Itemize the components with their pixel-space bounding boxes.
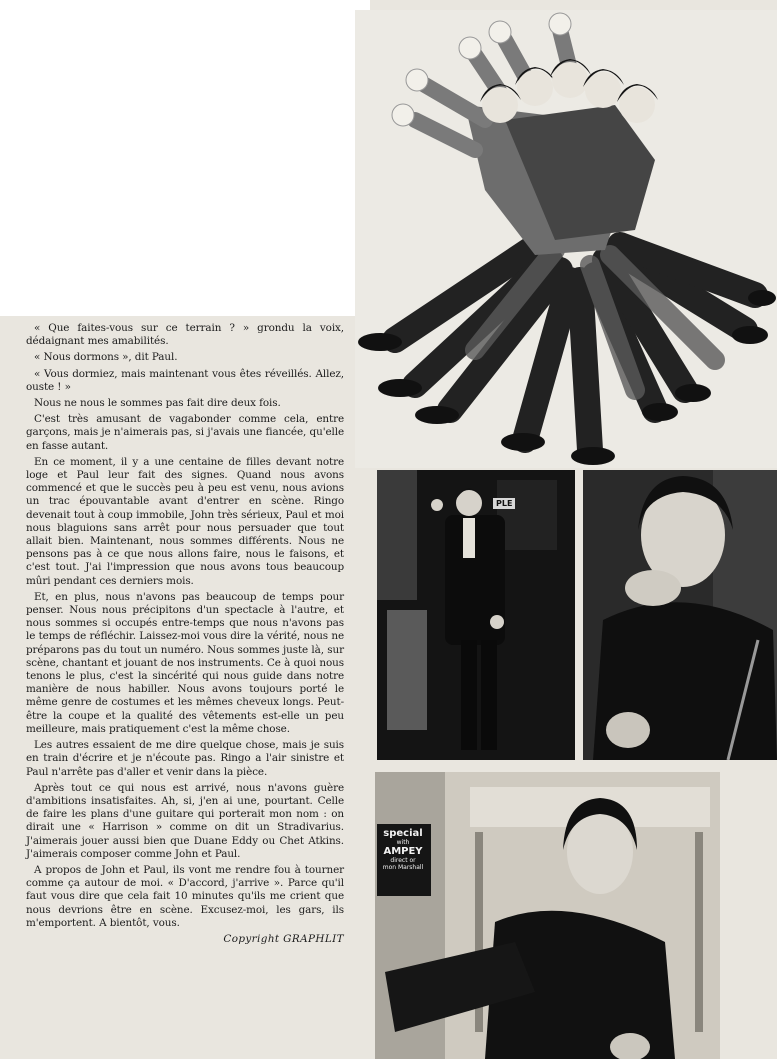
group-photo	[355, 10, 777, 468]
sign-line-1: special	[383, 828, 423, 839]
article-paragraph: Après tout ce qui nous est arrivé, nous n'avons guère d'ambitions insatisfaites. Ah, si, j'en ai une, pourtant. Celle de faire les plans d'une guitare qui porterait mon nom : on dirait une « Harrison » comme on dit un Stradivarius. J'aimerais jouer aussi bien que Duane Eddy ou Chet Atkins. J'aimerais composer comme John et Paul.	[26, 781, 344, 860]
stage-sign: PLE	[493, 498, 515, 509]
sign-line-1-small: with	[396, 839, 410, 846]
article-body	[26, 322, 344, 949]
seated-photo	[375, 772, 720, 1059]
sign-line-4: mon Marshall	[382, 864, 424, 871]
stage-photo-illustration	[377, 470, 575, 760]
article-paragraph: « Vous dormiez, mais maintenant vous êtes réveillés. Allez, ouste ! »	[26, 367, 344, 393]
portrait-photo	[583, 470, 777, 760]
seated-photo-illustration	[375, 772, 720, 1059]
article-paragraph: En ce moment, il y a une centaine de filles devant notre loge et Paul leur fait des signes. Quand nous avons commencé et que le succès peu à peu est venu, nous avions un trac épouvantable avant d'entrer en scène. Ringo devenait tout à coup immobile, John très sérieux, Paul et moi nous blaguions sans arrêt pour nous persuader que tout allait bien. Maintenant, nous sommes différents. Nous ne pensons pas à ce que nous allons faire, nous le faisons, et c'est tout. J'ai l'impression que nous avons tous beaucoup mûri pendant ces derniers mois.	[26, 455, 344, 587]
sign-line-3: direct or	[390, 857, 416, 864]
article-paragraph: Les autres essaient de me dire quelque chose, mais je suis en train d'écrire et je n'écoute pas. Ringo a l'air sinistre et Paul n'arrête pas d'aller et venir dans la pièce.	[26, 739, 344, 778]
copyright-line: Copyright GRAPHLIT	[223, 932, 344, 945]
article-paragraph: « Nous dormons », dit Paul.	[34, 351, 178, 364]
sign-line-2: AMPEY	[383, 846, 423, 857]
article-paragraph: Nous ne nous le sommes pas fait dire deux fois.	[34, 397, 281, 410]
article-paragraph: « Que faites-vous sur ce terrain ? » grondu la voix, dédaignant mes amabilités.	[26, 322, 344, 348]
blank-top-area	[0, 0, 370, 316]
article-paragraph: Et, en plus, nous n'avons pas beaucoup de temps pour penser. Nous nous précipitons d'un spectacle à l'autre, et nous sommes si occupés entre-temps que nous n'avons pas le temps de réfléchir. Laissez-moi vous dire la vérité, nous ne préparons pas du tout un numéro. Nous sommes juste là, sur scène, chantant et jouant de nos instruments. Ce à quoi nous tenons le plus, c'est la sincérité qui nous guide dans notre manière de nous habiller. Nous avons toujours porté le même genre de costumes et les mêmes cheveux longs. Peut-être la coupe et la qualité des vêtements est-elle un peu meilleure, mais pratiquement c'est la même chose.	[26, 590, 344, 735]
portrait-photo-illustration	[583, 470, 777, 760]
stage-photo	[377, 470, 575, 760]
article-paragraph: A propos de John et Paul, ils vont me rendre fou à tourner comme ça autour de moi. « D'accord, j'arrive ». Parce qu'il faut vous dire que cela fait 10 minutes qu'ils me crient que nous devrions être en scène. Excusez-moi, les gars, ils m'emportent. A bientôt, vous.	[26, 863, 344, 929]
group-photo-illustration	[355, 10, 777, 468]
article-paragraph: C'est très amusant de vagabonder comme cela, entre garçons, mais je n'aimerais pas, si j'avais une fiancée, qu'elle en fasse autant.	[26, 413, 344, 452]
seated-photo-sign	[377, 828, 429, 871]
